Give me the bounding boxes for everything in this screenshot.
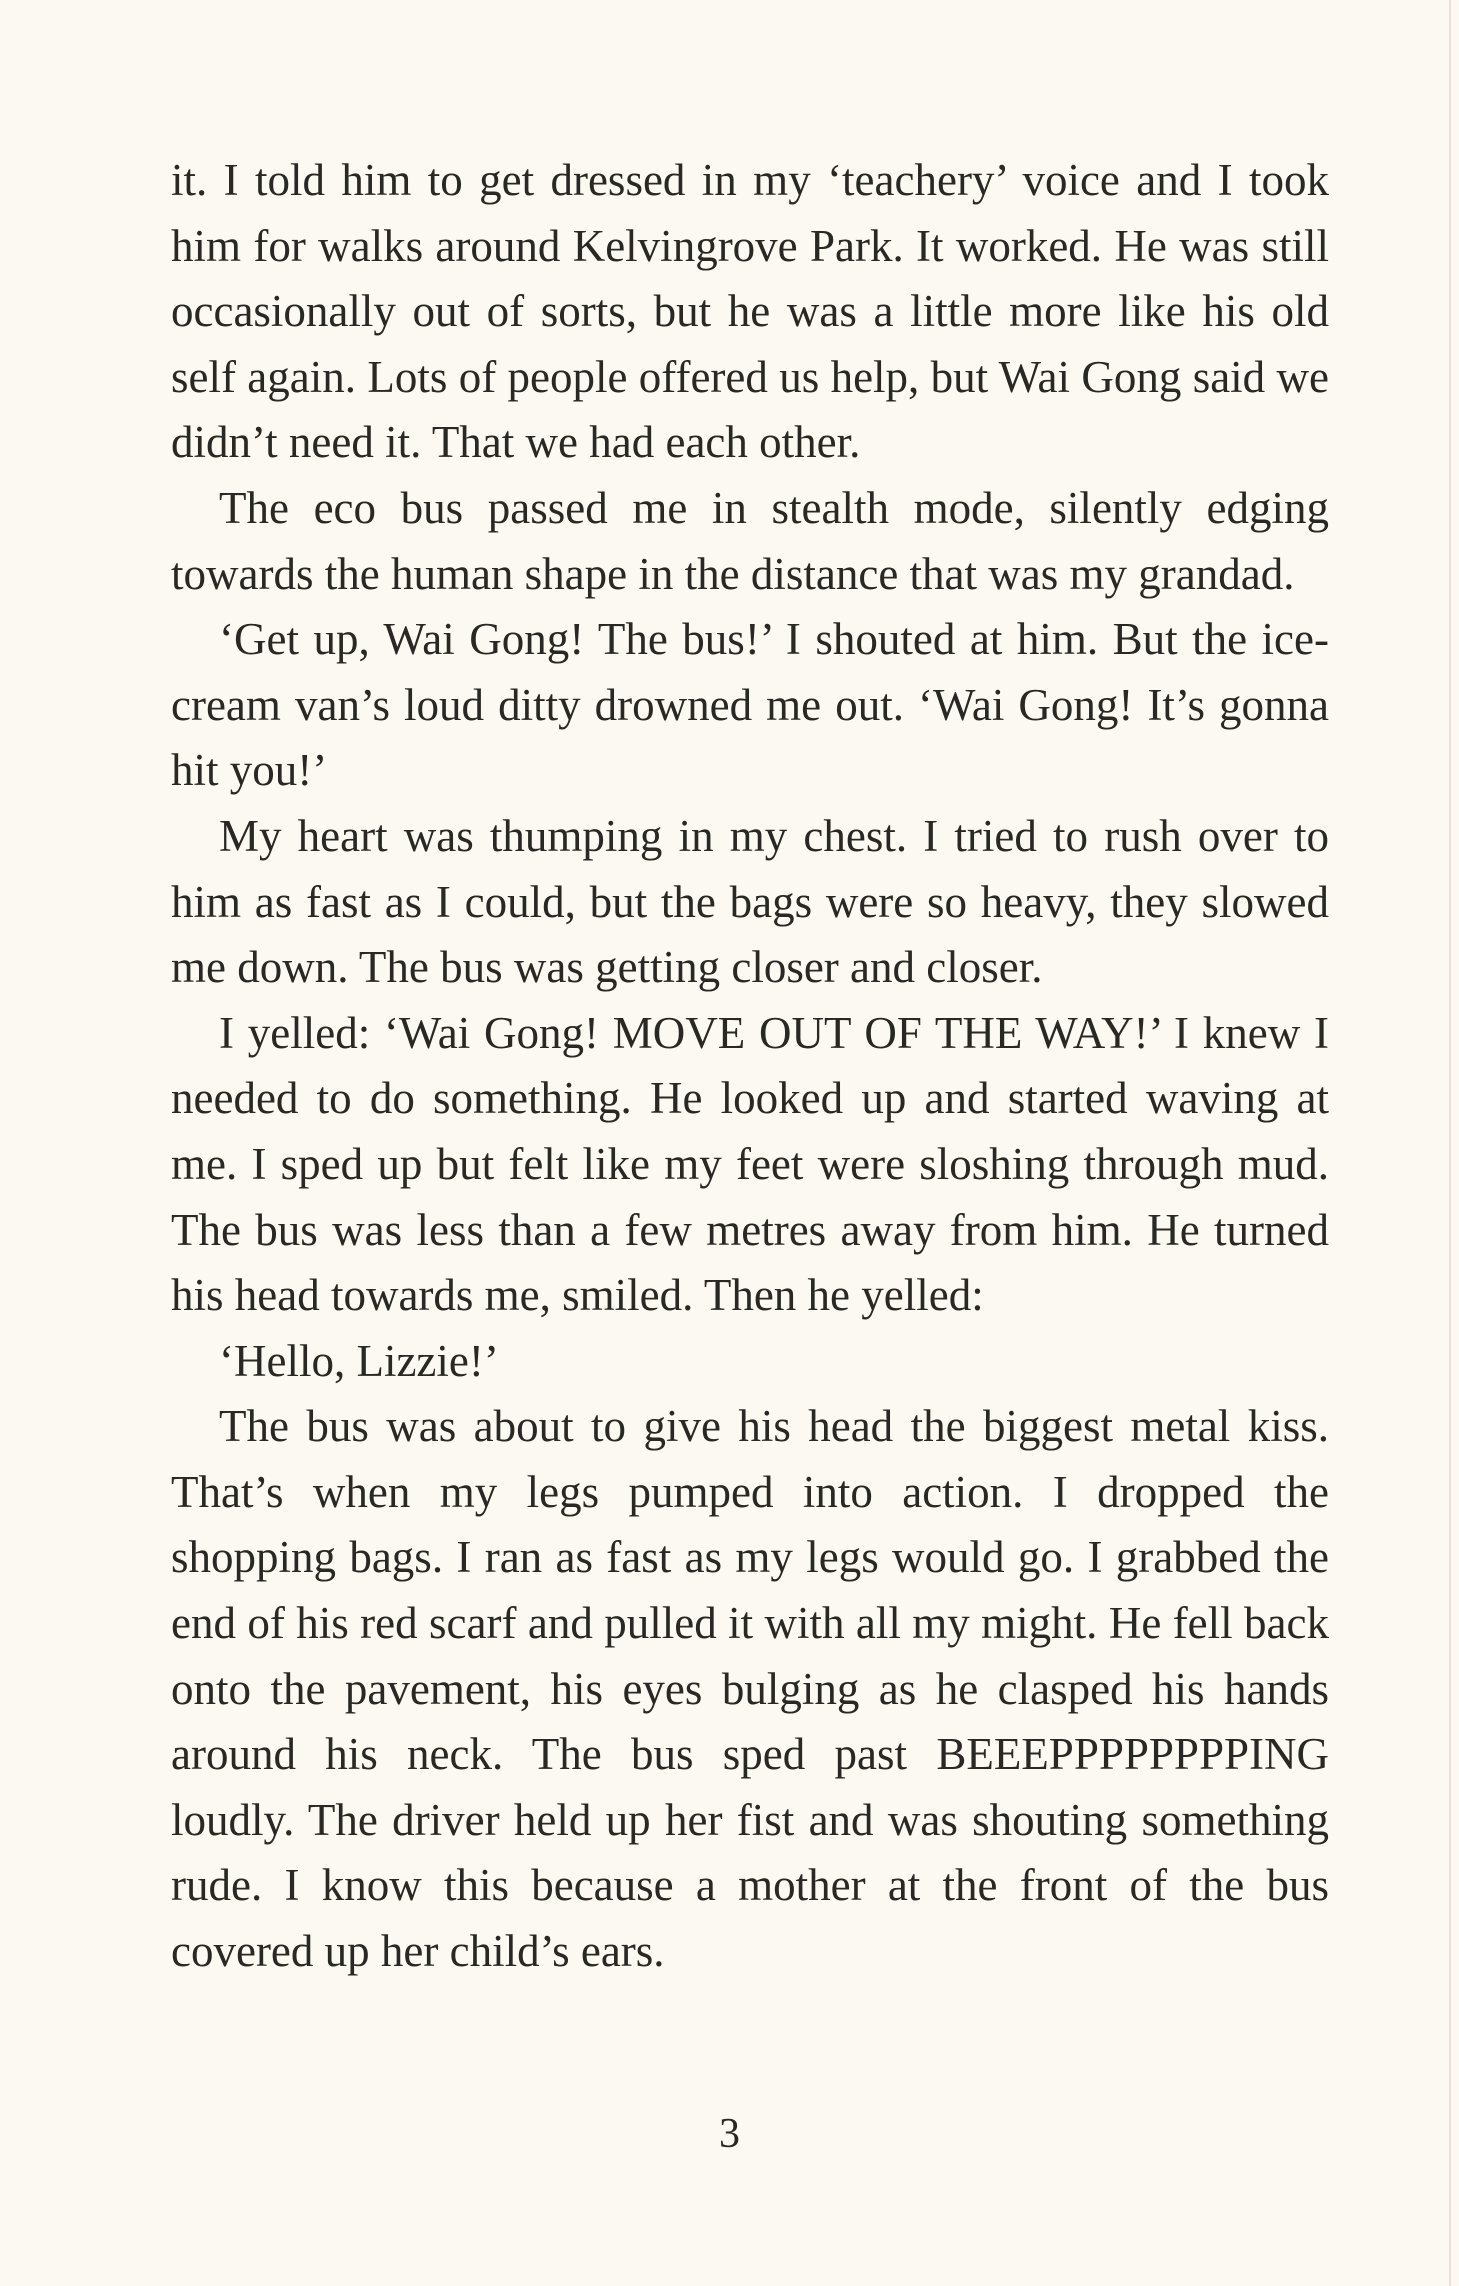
page-edge-divider xyxy=(1449,0,1451,2286)
paragraph: I yelled: ‘Wai Gong! MOVE OUT OF THE WAY!’ I knew I needed to do something. He looked up and started waving at me. I sped up but felt like my feet were sloshing through mud. The bus was less than a few metres away from him. He turned his head towards me, smiled. Then he yelled: xyxy=(171,1007,1329,1321)
paragraph: My heart was thumping in my chest. I tried to rush over to him as fast as I could, but the bags were so heavy, they slowed me down. The bus was getting closer and closer. xyxy=(171,810,1329,993)
paragraph: it. I told him to get dressed in my ‘teachery’ voice and I took him for walks around Kelvingrove Park. It worked. He was still occasionally out of sorts, but he was a little more like his old self again. Lots of people offered us help, but Wai Gong said we didn’t need it. That we had each other. xyxy=(171,155,1329,468)
paragraph: ‘Hello, Lizzie!’ xyxy=(219,1335,499,1386)
paragraph: The eco bus passed me in stealth mode, silently edging towards the human shape in the distance that was my grandad. xyxy=(171,482,1329,599)
paragraph: The bus was about to give his head the biggest metal kiss. That’s when my legs pumped into action. I dropped the shopping bags. I ran as fast as my legs would go. I grabbed the end of his red scarf and pulled it with all my might. He fell back onto the pavement, his eyes bulging as he clasped his hands around his neck. The bus sped past BEEEPPPPPPPPING loudly. The driver held up her fist and was shouting something rude. I know this because a mother at the front of the bus covered up her child’s ears. xyxy=(171,1401,1329,1977)
paragraph: ‘Get up, Wai Gong! The bus!’ I shouted at him. But the ice-cream van’s loud ditty drowned me out. ‘Wai Gong! It’s gonna hit you!’ xyxy=(171,614,1329,796)
body-text xyxy=(171,148,1329,1985)
page-number: 3 xyxy=(719,2111,740,2157)
